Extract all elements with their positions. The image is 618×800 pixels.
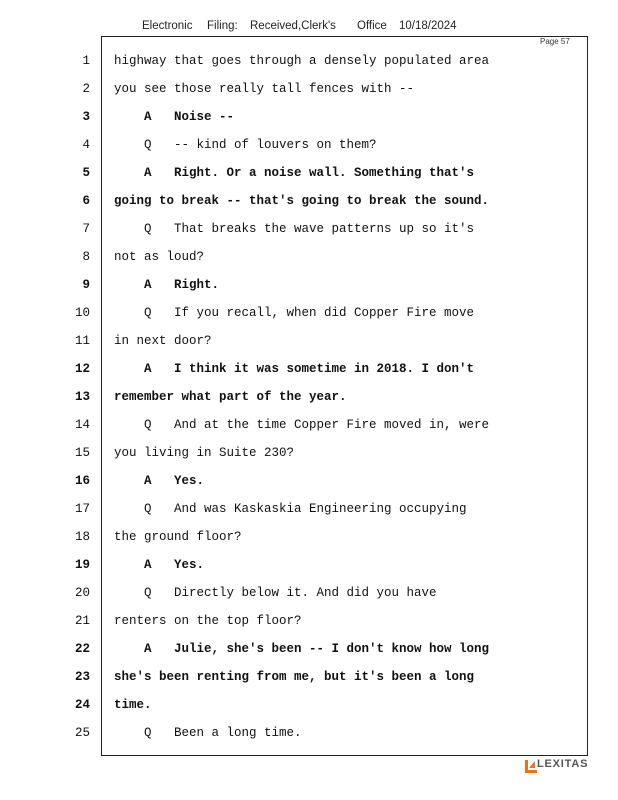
question-line: Q And was Kaskaskia Engineering occupying bbox=[114, 502, 467, 516]
question-line: Q -- kind of louvers on them? bbox=[114, 138, 377, 152]
header-date: 10/18/2024 bbox=[399, 20, 457, 32]
question-line: you see those really tall fences with -- bbox=[114, 82, 415, 96]
answer-line: A Right. Or a noise wall. Something that's bbox=[114, 166, 475, 180]
answer-line: she's been renting from me, but it's been a long bbox=[114, 670, 475, 684]
lexitas-logo-icon bbox=[524, 759, 538, 774]
answer-line: A I think it was sometime in 2018. I don't bbox=[114, 362, 475, 376]
answer-line: time. bbox=[114, 698, 152, 712]
header-received: Received,Clerk's bbox=[250, 20, 336, 32]
logo-text: LEXITAS bbox=[537, 758, 589, 770]
line-number: 17 bbox=[74, 502, 90, 516]
line-number: 18 bbox=[74, 530, 90, 544]
question-line: Q Directly below it. And did you have bbox=[114, 586, 437, 600]
line-number: 23 bbox=[74, 670, 90, 684]
line-number: 2 bbox=[82, 82, 90, 96]
lexitas-logo bbox=[524, 758, 594, 776]
line-number: 8 bbox=[82, 250, 90, 264]
line-number: 16 bbox=[74, 474, 90, 488]
line-number: 14 bbox=[74, 418, 90, 432]
question-line: highway that goes through a densely populated area bbox=[114, 54, 490, 68]
answer-line: remember what part of the year. bbox=[114, 390, 347, 404]
question-line: Q That breaks the wave patterns up so it's bbox=[114, 222, 475, 236]
header-filing: Filing: bbox=[207, 20, 238, 32]
line-number: 22 bbox=[74, 642, 90, 656]
header-electronic: Electronic bbox=[142, 20, 193, 32]
page-number: Page 57 bbox=[540, 37, 570, 46]
header-office: Office bbox=[357, 20, 387, 32]
line-number: 5 bbox=[82, 166, 90, 180]
question-line: the ground floor? bbox=[114, 530, 242, 544]
line-number: 12 bbox=[74, 362, 90, 376]
line-number: 11 bbox=[74, 334, 90, 348]
line-number: 13 bbox=[74, 390, 90, 404]
question-line: not as loud? bbox=[114, 250, 205, 264]
filing-header bbox=[0, 20, 618, 36]
line-number: 1 bbox=[82, 54, 90, 68]
answer-line: A Yes. bbox=[114, 474, 205, 488]
line-number: 7 bbox=[82, 222, 90, 236]
question-line: Q If you recall, when did Copper Fire move bbox=[114, 306, 475, 320]
question-line: you living in Suite 230? bbox=[114, 446, 295, 460]
answer-line: A Julie, she's been -- I don't know how long bbox=[114, 642, 490, 656]
line-number: 3 bbox=[82, 110, 90, 124]
line-number: 20 bbox=[74, 586, 90, 600]
line-number: 21 bbox=[74, 614, 90, 628]
line-number: 15 bbox=[74, 446, 90, 460]
question-line: Q Been a long time. bbox=[114, 726, 302, 740]
question-line: Q And at the time Copper Fire moved in, were bbox=[114, 418, 490, 432]
answer-line: A Yes. bbox=[114, 558, 205, 572]
answer-line: A Noise -- bbox=[114, 110, 235, 124]
line-number: 25 bbox=[74, 726, 90, 740]
line-number: 4 bbox=[82, 138, 90, 152]
line-number: 19 bbox=[74, 558, 90, 572]
answer-line: A Right. bbox=[114, 278, 220, 292]
answer-line: going to break -- that's going to break the sound. bbox=[114, 194, 490, 208]
question-line: in next door? bbox=[114, 334, 212, 348]
line-number: 10 bbox=[74, 306, 90, 320]
line-number: 9 bbox=[82, 278, 90, 292]
question-line: renters on the top floor? bbox=[114, 614, 302, 628]
line-number: 6 bbox=[82, 194, 90, 208]
line-number: 24 bbox=[74, 698, 90, 712]
